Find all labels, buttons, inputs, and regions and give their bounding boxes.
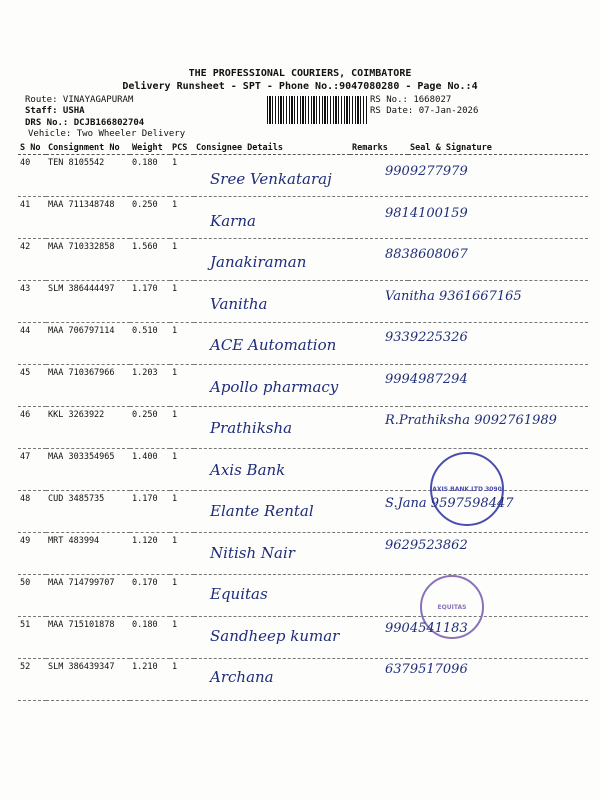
sno-cell: 50 xyxy=(18,575,46,617)
consignee-handwritten: Sandheep kumar xyxy=(210,626,340,645)
consignment-cell: MAA 711348748 xyxy=(46,197,130,239)
signature-handwritten: 6379517096 xyxy=(385,662,468,677)
signature-handwritten: 8838608067 xyxy=(385,247,468,262)
consignee-handwritten: Karna xyxy=(210,211,256,230)
col-weight: Weight xyxy=(130,142,170,155)
consignee-handwritten: Janakiraman xyxy=(210,253,307,271)
col-sno: S No xyxy=(18,142,46,155)
equitas-stamp: EQUITAS xyxy=(420,575,484,639)
rs-date: RS Date: 07-Jan-2026 xyxy=(370,106,479,116)
sno-cell: 44 xyxy=(18,323,46,365)
weight-cell: 1.120 xyxy=(130,533,170,575)
axis-bank-stamp: AXIS BANK LTD 3090 xyxy=(430,452,504,526)
pcs-cell: 1 xyxy=(170,449,194,491)
weight-cell: 0.180 xyxy=(130,155,170,197)
col-consignee: Consignee Details xyxy=(194,142,350,155)
consignment-cell: MAA 303354965 xyxy=(46,449,130,491)
sno-cell: 42 xyxy=(18,239,46,281)
signature-handwritten: 9904541183 xyxy=(385,620,468,636)
consignee-handwritten: Equitas xyxy=(210,585,268,603)
signature-handwritten: Vanitha 9361667165 xyxy=(385,288,522,304)
staff-label: Staff: USHA xyxy=(25,106,85,116)
pcs-cell: 1 xyxy=(170,491,194,533)
sno-cell: 47 xyxy=(18,449,46,491)
sno-cell: 40 xyxy=(18,155,46,197)
remarks-cell xyxy=(350,575,408,617)
weight-cell: 0.250 xyxy=(130,407,170,449)
col-consignment: Consignment No xyxy=(46,142,130,155)
signature-handwritten: 9814100159 xyxy=(385,205,468,221)
sno-cell: 48 xyxy=(18,491,46,533)
consignee-handwritten: Axis Bank xyxy=(210,460,286,479)
table-row xyxy=(18,575,588,617)
signature-handwritten: R.Prathiksha 9092761989 xyxy=(385,413,557,428)
company-title: THE PROFESSIONAL COURIERS, COIMBATORE xyxy=(188,68,412,79)
weight-cell: 1.170 xyxy=(130,281,170,323)
col-remarks: Remarks xyxy=(350,142,408,155)
sno-cell: 46 xyxy=(18,407,46,449)
consignment-cell: CUD 3485735 xyxy=(46,491,130,533)
consignment-cell: MAA 706797114 xyxy=(46,323,130,365)
signature-handwritten: 9994987294 xyxy=(385,371,468,387)
runsheet-subtitle: Delivery Runsheet - SPT - Phone No.:9047080280 - Page No.:4 xyxy=(122,81,478,92)
col-seal: Seal & Signature xyxy=(408,142,588,155)
route-label: Route: VINAYAGAPURAM xyxy=(25,95,134,105)
pcs-cell: 1 xyxy=(170,575,194,617)
signature-handwritten: 9339225326 xyxy=(385,330,468,345)
pcs-cell: 1 xyxy=(170,365,194,407)
consignee-handwritten: Apollo pharmacy xyxy=(210,377,339,396)
consignment-cell: MAA 715101878 xyxy=(46,617,130,659)
pcs-cell: 1 xyxy=(170,197,194,239)
sno-cell: 45 xyxy=(18,365,46,407)
pcs-cell: 1 xyxy=(170,407,194,449)
consignee-handwritten: Nitish Nair xyxy=(210,543,295,562)
table-row xyxy=(18,197,588,239)
sno-cell: 43 xyxy=(18,281,46,323)
consignment-cell: MAA 710332858 xyxy=(46,239,130,281)
remarks-cell xyxy=(350,449,408,491)
weight-cell: 1.170 xyxy=(130,491,170,533)
table-row xyxy=(18,659,588,701)
table-header-row xyxy=(18,142,588,155)
barcode xyxy=(267,96,367,124)
weight-cell: 0.170 xyxy=(130,575,170,617)
signature-handwritten: 9909277979 xyxy=(385,164,468,179)
consignee-handwritten: Elante Rental xyxy=(210,502,314,520)
consignment-cell: TEN 8105542 xyxy=(46,155,130,197)
pcs-cell: 1 xyxy=(170,323,194,365)
table-row xyxy=(18,533,588,575)
pcs-cell: 1 xyxy=(170,155,194,197)
consignee-handwritten: Prathiksha xyxy=(210,419,293,437)
weight-cell: 0.510 xyxy=(130,323,170,365)
rs-number: RS No.: 1668027 xyxy=(370,95,452,105)
signature-handwritten: 9629523862 xyxy=(385,537,468,553)
consignee-handwritten: Sree Venkataraj xyxy=(210,170,332,188)
consignee-handwritten: ACE Automation xyxy=(210,336,337,354)
consignment-cell: SLM 386444497 xyxy=(46,281,130,323)
weight-cell: 1.560 xyxy=(130,239,170,281)
weight-cell: 0.250 xyxy=(130,197,170,239)
pcs-cell: 1 xyxy=(170,659,194,701)
sno-cell: 41 xyxy=(18,197,46,239)
consignment-cell: SLM 386439347 xyxy=(46,659,130,701)
weight-cell: 0.180 xyxy=(130,617,170,659)
sno-cell: 51 xyxy=(18,617,46,659)
col-pcs: PCS xyxy=(170,142,194,155)
consignment-cell: KKL 3263922 xyxy=(46,407,130,449)
sno-cell: 49 xyxy=(18,533,46,575)
consignment-cell: MRT 483994 xyxy=(46,533,130,575)
weight-cell: 1.210 xyxy=(130,659,170,701)
signature-handwritten: S.Jana 9597598447 xyxy=(385,496,514,511)
pcs-cell: 1 xyxy=(170,239,194,281)
pcs-cell: 1 xyxy=(170,533,194,575)
sno-cell: 52 xyxy=(18,659,46,701)
consignee-handwritten: Archana xyxy=(210,668,274,686)
vehicle-label: Vehicle: Two Wheeler Delivery xyxy=(28,129,186,139)
pcs-cell: 1 xyxy=(170,281,194,323)
weight-cell: 1.203 xyxy=(130,365,170,407)
consignment-cell: MAA 710367966 xyxy=(46,365,130,407)
consignment-cell: MAA 714799707 xyxy=(46,575,130,617)
consignee-handwritten: Vanitha xyxy=(210,294,268,313)
weight-cell: 1.400 xyxy=(130,449,170,491)
pcs-cell: 1 xyxy=(170,617,194,659)
drs-label: DRS No.: DCJB166802704 xyxy=(25,118,145,128)
